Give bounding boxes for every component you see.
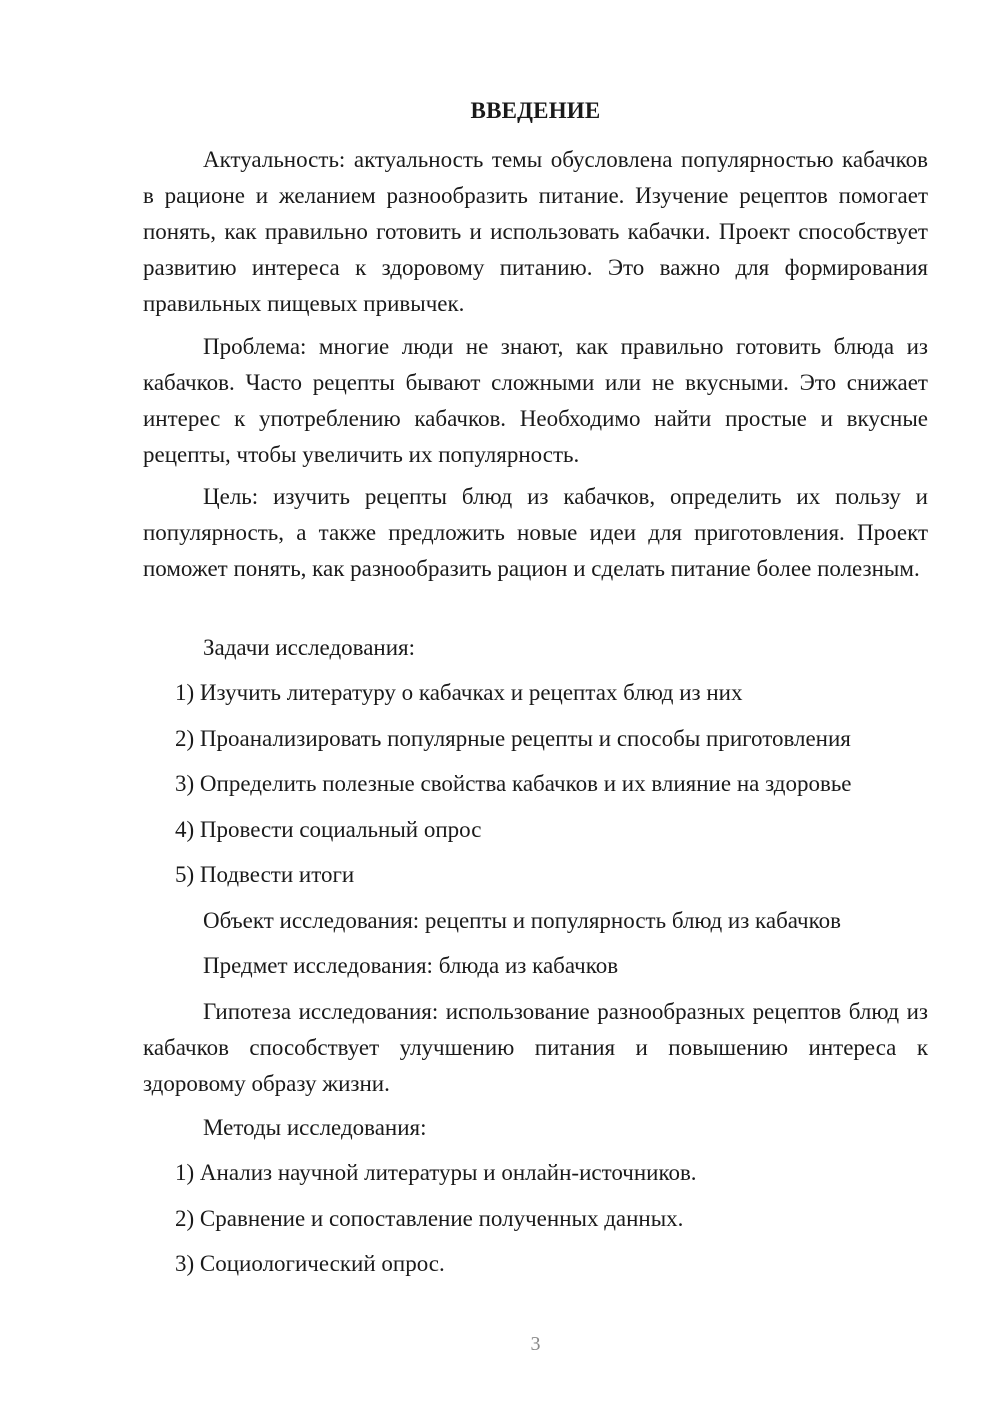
method-item-1: 1) Анализ научной литературы и онлайн-источников.	[175, 1160, 697, 1185]
research-subject: Предмет исследования: блюда из кабачков	[203, 953, 619, 978]
page-number: 3	[530, 1333, 541, 1355]
section-title: ВВЕДЕНИЕ	[470, 98, 601, 123]
task-item-3: 3) Определить полезные свойства кабачков и их влияние на здоровье	[175, 771, 852, 796]
method-item-2: 2) Сравнение и сопоставление полученных данных.	[175, 1206, 684, 1231]
task-item-2: 2) Проанализировать популярные рецепты и способы приготовления	[175, 726, 851, 751]
research-object: Объект исследования: рецепты и популярность блюд из кабачков	[203, 908, 841, 933]
method-item-3: 3) Социологический опрос.	[175, 1251, 445, 1276]
task-item-5: 5) Подвести итоги	[175, 862, 355, 887]
task-item-4: 4) Провести социальный опрос	[175, 817, 482, 842]
problem-paragraph: Проблема: многие люди не знают, как правильно готовить блюда из кабачков. Часто рецепты бывают сложными или не вкусными. Это снижает интерес к употреблению кабачков. Необходимо найти простые и вкусные рецепты, чтобы увеличить их популярность.	[143, 334, 928, 467]
relevance-paragraph: Актуальность: актуальность темы обусловлена популярностью кабачков в рационе и желанием разнообразить питание. Изучение рецептов помогает понять, как правильно готовить и использовать кабачки. Проект способствует развитию интереса к здоровому питанию. Это важно для формирования правильных пищевых привычек.	[143, 147, 928, 316]
hypothesis-paragraph: Гипотеза исследования: использование разнообразных рецептов блюд из кабачков способствует улучшению питания и повышению интереса к здоровому образу жизни.	[143, 999, 928, 1096]
methods-heading: Методы исследования:	[203, 1115, 427, 1140]
goal-paragraph: Цель: изучить рецепты блюд из кабачков, определить их пользу и популярность, а также предложить новые идеи для приготовления. Проект поможет понять, как разнообразить рацион и сделать питание более полезным.	[143, 484, 928, 581]
task-item-1: 1) Изучить литературу о кабачках и рецептах блюд из них	[175, 680, 743, 705]
tasks-heading: Задачи исследования:	[203, 635, 416, 660]
